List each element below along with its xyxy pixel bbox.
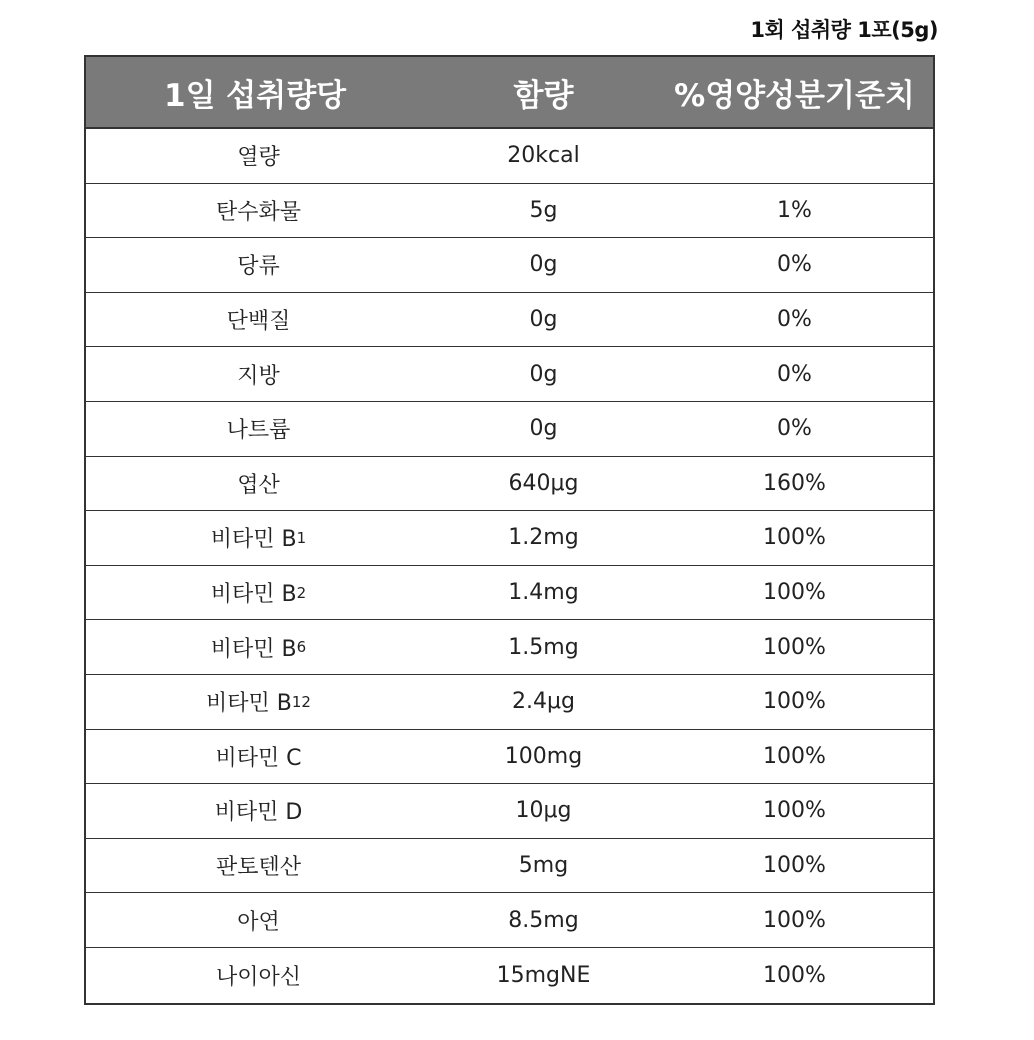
nutrient-daily-value: 0% [777,361,812,387]
nutrient-name: 엽산 [237,472,280,498]
nutrient-amount: 0g [529,307,558,333]
nutrient-amount: 0g [529,416,558,442]
nutrient-daily-value: 100% [763,853,826,879]
nutrient-name: 비타민 B 12 [206,691,311,717]
nutrient-name: 비타민 B 1 [210,527,307,553]
header-daily-intake: 1일 섭취량당 [164,77,347,114]
nutrient-name: 판토텐산 [215,855,301,881]
nutrient-amount: 2.4μg [512,689,575,715]
header-daily-value: %영양성분기준치 [674,77,915,114]
nutrition-table [84,55,935,1005]
table-header [86,57,933,129]
nutrient-name: 비타민 C [215,745,302,771]
table-row [86,784,933,839]
nutrient-name: 비타민 B 6 [210,636,307,662]
nutrient-amount: 100mg [504,743,583,769]
table-row [86,730,933,785]
table-row [86,129,933,184]
nutrient-daily-value [656,129,933,183]
nutrient-name: 비타민 B 2 [210,582,307,608]
table-row [86,402,933,457]
nutrient-name-subscript: 6 [296,638,307,657]
header-amount: 함량 [513,77,574,114]
table-row [86,238,933,293]
nutrient-amount: 15mgNE [496,962,591,988]
nutrient-amount: 10μg [515,798,572,824]
table-row [86,184,933,239]
nutrient-amount: 5mg [518,853,569,879]
table-row [86,948,933,1003]
table-row [86,293,933,348]
nutrient-amount: 8.5mg [508,907,579,933]
table-row [86,839,933,894]
nutrient-name: 지방 [237,363,280,389]
nutrient-name: 나이아신 [215,964,301,990]
nutrient-name: 비타민 D [214,800,303,826]
nutrient-daily-value: 100% [763,907,826,933]
table-row [86,566,933,621]
nutrient-name: 단백질 [226,309,291,335]
nutrient-amount: 1.4mg [508,580,579,606]
nutrient-daily-value: 100% [763,743,826,769]
nutrient-amount: 1.2mg [508,525,579,551]
nutrient-daily-value: 100% [763,580,826,606]
table-row [86,347,933,402]
nutrient-daily-value: 0% [777,416,812,442]
table-row [86,893,933,948]
nutrient-daily-value: 100% [763,525,826,551]
serving-size-note: 1회 섭취량 1포(5g) [750,18,938,42]
table-row [86,511,933,566]
nutrient-daily-value: 0% [777,252,812,278]
nutrient-amount: 5g [529,197,558,223]
nutrient-amount: 20kcal [507,143,580,169]
nutrient-daily-value: 160% [763,470,826,496]
nutrient-amount: 640μg [508,470,579,496]
nutrient-daily-value: 100% [763,798,826,824]
nutrient-daily-value: 100% [763,962,826,988]
nutrient-name-subscript: 12 [291,692,311,711]
table-row [86,675,933,730]
nutrient-name: 나트륨 [226,418,291,444]
nutrient-name-subscript: 2 [296,583,307,602]
table-row [86,457,933,512]
nutrient-daily-value: 100% [763,634,826,660]
nutrient-name: 당류 [237,254,280,280]
nutrient-name: 아연 [237,909,280,935]
nutrient-name-subscript: 1 [296,528,307,547]
table-body [86,129,933,1003]
nutrient-amount: 0g [529,361,558,387]
nutrient-amount: 0g [529,252,558,278]
nutrient-daily-value: 0% [777,307,812,333]
table-row [86,620,933,675]
nutrient-daily-value: 100% [763,689,826,715]
nutrient-daily-value: 1% [777,197,812,223]
nutrient-name: 열량 [237,145,280,171]
nutrient-amount: 1.5mg [508,634,579,660]
nutrient-name: 탄수화물 [215,199,301,225]
